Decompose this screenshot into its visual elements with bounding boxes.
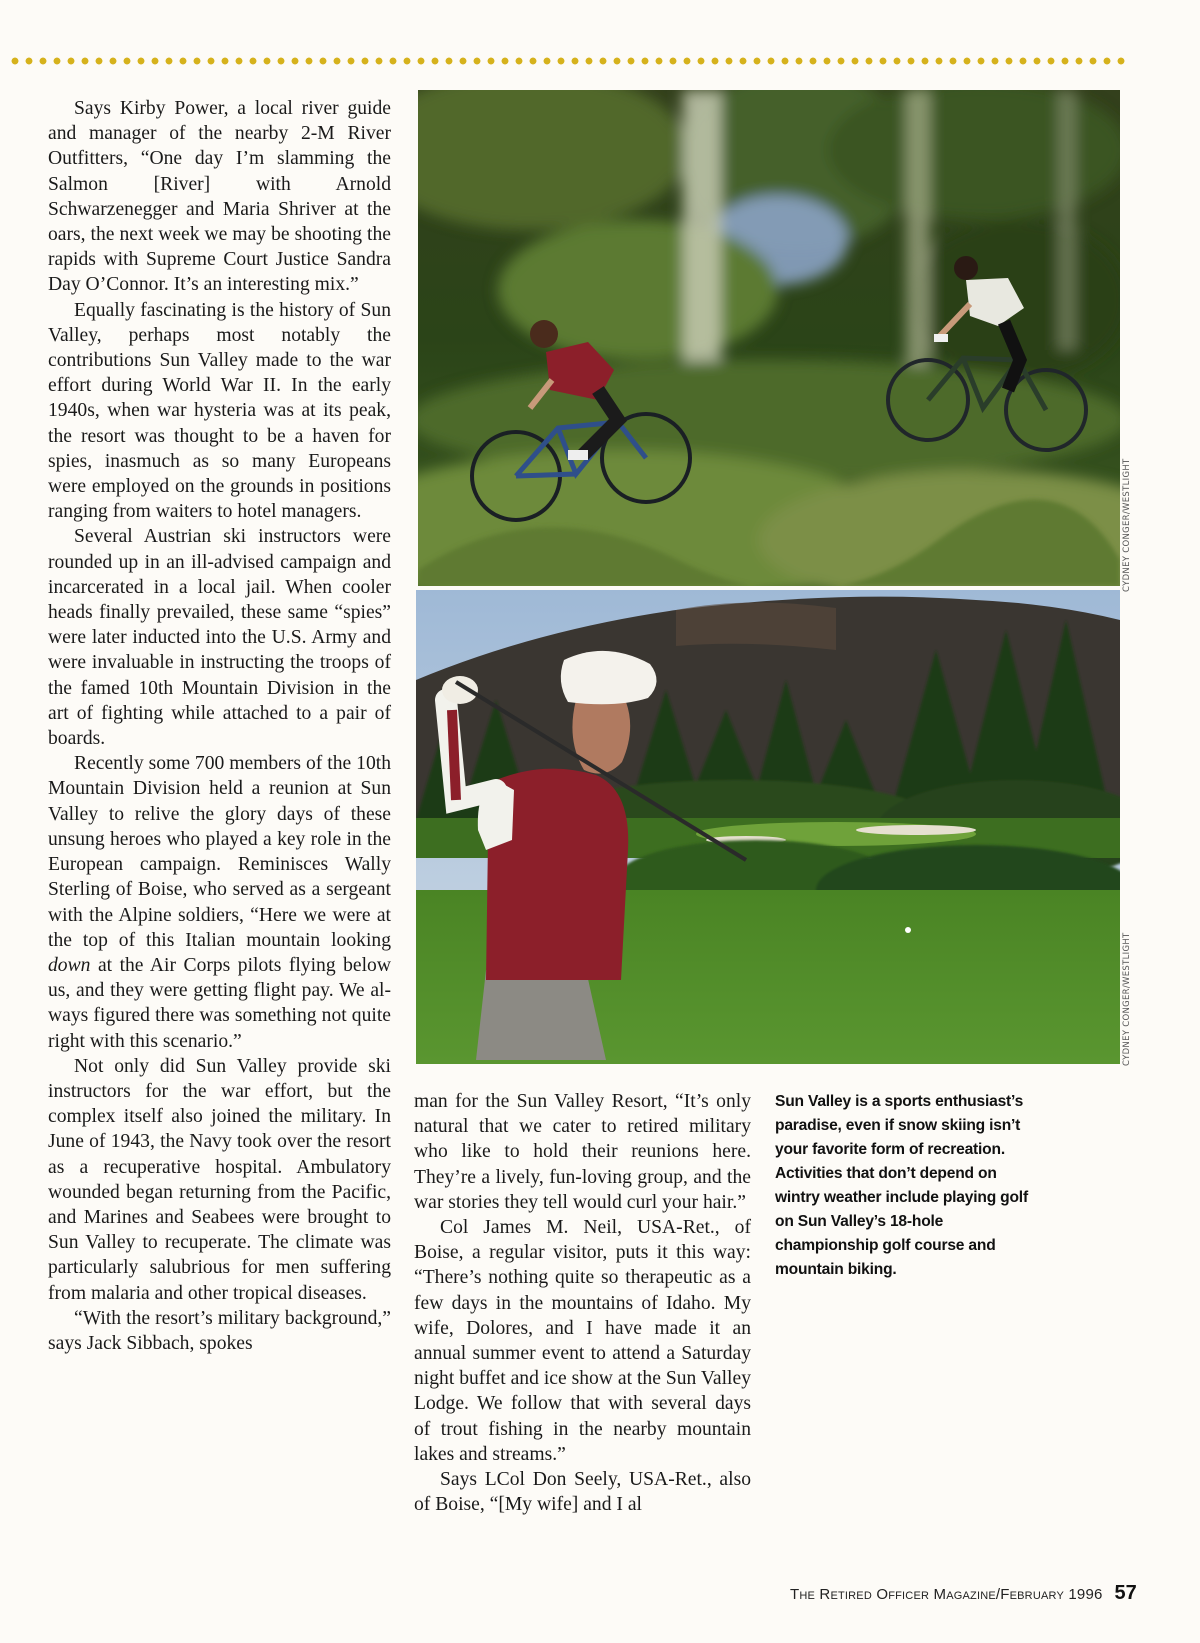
article-paragraph	[48, 751, 391, 1053]
mountain-biking-illustration	[418, 90, 1120, 586]
page-footer	[790, 1582, 1137, 1612]
article-paragraph: Says LCol Don Seely, USA-Ret., also of Boise, “[My wife] and I al	[414, 1469, 751, 1516]
article-paragraph: Says Kirby Power, a local river guide and manager of the nearby 2-M River Outfitters, “One day I’m slamming the Salmon [River] with Arnold Schwarzenegger and Maria Shriver at the oars, the next week we may be shooting the rapids with Supreme Court Justice Sandra Day O’Connor. It’s an interesting mix.”	[48, 98, 391, 296]
paragraph-text: Recently some 700 members of the 10th Mountain Division held a reunion at Sun Valley to relive the glory days of these unsung heroes who played a key role in the European campaign. Reminisces Wally Sterling of Boise, who served as a sergeant with the Alpine soldiers, “Here we were at the top of this Italian mountain looking	[48, 753, 391, 951]
golf-illustration	[416, 590, 1120, 1064]
article-paragraph: man for the Sun Valley Resort, “It’s only natural that we cater to retired military who like to hold their reunions here. They’re a lively, fun-loving group, and the war stories they tell would curl your hair.”	[414, 1091, 751, 1213]
article-paragraph: “With the resort’s military background,” says Jack Sibbach, spokes	[48, 1307, 391, 1354]
article-paragraph: Several Austrian ski instructors were rounded up in an ill-advised campaign and incarcerated in a local jail. When cooler heads finally prevailed, these same “spies” were later inducted into the U.S. Army and were invaluable in instructing the troops of the famed 10th Mountain Division in the art of fighting while attached to a pair of boards.	[48, 526, 391, 750]
paragraph-text: at the Air Corps pilots flying below us, and they were getting flight pay. We always figured there was something not quite right with this scenario.”	[48, 954, 391, 1052]
publication-name: The Retired Officer Magazine/February 1996	[790, 1586, 1103, 1603]
page-number: 57	[1114, 1582, 1137, 1604]
dotted-rule	[8, 56, 1130, 66]
article-column-two	[414, 1089, 751, 1517]
emphasized-word: down	[48, 954, 91, 976]
article-paragraph: Not only did Sun Valley provide ski instructors for the war effort, but the complex itself also joined the military. In June of 1943, the Navy took over the resort as a recuperative hospital. Ambulatory wounded began returning from the Pacific, and Marines and Seabees were brought to Sun Valley to recuperate. The climate was particularly salubrious for men suffering from malaria and other tropical diseases.	[48, 1055, 391, 1304]
article-column-one	[48, 96, 391, 1356]
golf-photo	[416, 590, 1120, 1064]
article-paragraph: Equally fascinating is the history of Sun Valley, perhaps most notably the contributions Sun Valley made to the war effort during World War II. In the early 1940s, when war hysteria was at its peak, the resort was thought to be a haven for spies, inasmuch as so many Europeans were employed on the grounds in positions ranging from waiters to hotel managers.	[48, 299, 391, 523]
photo-caption: Sun Valley is a sports enthusiast’s paradise, even if snow skiing isn’t your favorite form of recreation. Activities that don’t depend on wintry weather include playing golf on Sun Valley’s 18-hole championship golf course and mountain biking.	[775, 1093, 1028, 1278]
photo-credit-top: CYDNEY CONGER/WESTLIGHT	[1122, 458, 1132, 592]
mountain-biking-photo	[418, 90, 1120, 586]
article-paragraph: Col James M. Neil, USA-Ret., of Boise, a regular visitor, puts it this way: “There’s nothing quite so therapeutic as a few days in the mountains of Idaho. My wife, Dolores, and I have made it an annual summer event to attend a Saturday night buffet and ice show at the Sun Valley Lodge. We follow that with several days of trout fishing in the nearby mountain lakes and streams.”	[414, 1217, 751, 1465]
photo-credit-bottom: CYDNEY CONGER/WESTLIGHT	[1122, 932, 1132, 1066]
